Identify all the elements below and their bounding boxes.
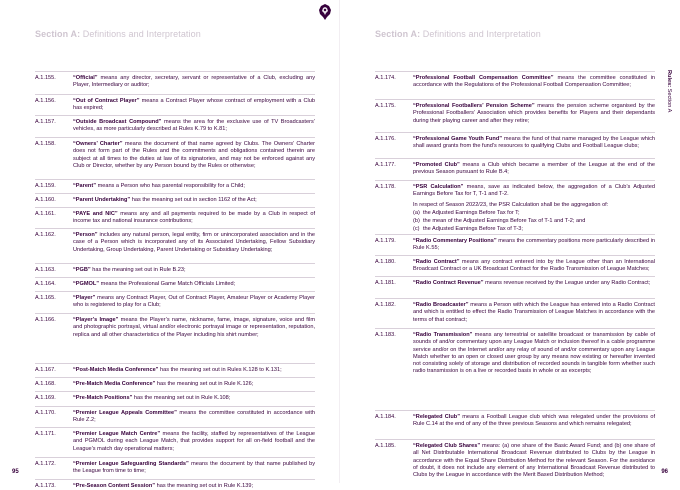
definition-number: A.1.181. — [375, 280, 396, 286]
definition-text: means revenue received by the League under any Radio Contract; — [483, 280, 651, 286]
definition-number: A.1.182. — [375, 302, 396, 308]
definition-body — [413, 414, 655, 429]
definition-term: “Radio Commentary Positions” — [413, 238, 497, 244]
definition-number: A.1.160. — [35, 197, 56, 203]
definition-text: means the committee constituted in accordance with Rule Z.2; — [73, 410, 315, 424]
definition-text: means: (a) one share of the Basic Award Fund; and (b) one share of all Net Distributable International Broadcast Revenue distributed to Clubs by the League in accordance with the Equal Share Distribution Method for the relevant Season. For the avoidance of doubt, it does not include any element of any International Broadcast Revenue distributed to Clubs by the League in accordance with the Merit Based Distribution Method; — [413, 443, 655, 479]
right-section-title — [375, 29, 541, 39]
right-page-number: 96 — [661, 469, 668, 475]
definition-text: means the Player’s name, nickname, fame, image, signature, voice and film and photographic portrayal, virtual and/or electronic portrayal image or representation, reputation, replica and all other characteristics of the Player including his shirt number; — [73, 317, 315, 338]
definition-number: A.1.161. — [35, 211, 56, 217]
definition-body — [413, 302, 655, 324]
definition-text: means a Person with which the League has entered into a Radio Contract and which is entitled to effect the Radio Transmission of League Matches in accordance with the terms of that contract; — [413, 302, 655, 323]
definition-number: A.1.159. — [35, 183, 56, 189]
right-section-subtitle: Definitions and Interpretation — [420, 29, 541, 39]
definition-text: means the commentary positions more particularly described in Rule K.55; — [413, 238, 656, 252]
definition-text: has the meaning set out in Rule B.23; — [90, 267, 186, 273]
definition-row — [35, 228, 315, 253]
definition-text: means the document by that name published by the League from time to time; — [73, 461, 315, 475]
definition-number: A.1.171. — [35, 431, 56, 437]
definition-row — [375, 328, 655, 375]
definition-number: A.1.162. — [35, 232, 56, 238]
side-tab-label — [666, 70, 672, 112]
definition-row — [35, 137, 315, 169]
definition-body — [73, 98, 315, 113]
definition-text: means the document of that name agreed by Clubs. The Owners’ Charter does not form part of the Rules and the commitments and obligations contained therein are subject at all times to the duties at law of its signatories, and may not be enforced against any Club or Director, whether by any Person bound by the Rules or otherwise; — [73, 141, 315, 169]
definition-row — [35, 277, 315, 287]
definition-term: “Parent Undertaking” — [73, 197, 131, 203]
definition-row — [375, 180, 655, 233]
definition-body — [73, 183, 315, 190]
definition-row — [35, 406, 315, 424]
definition-number: A.1.157. — [35, 119, 56, 125]
definition-body — [73, 141, 315, 170]
definition-row — [35, 207, 315, 225]
definition-term: “Professional Footballers’ Pension Scheme” — [413, 103, 535, 109]
definition-body — [413, 184, 655, 234]
definition-term: “Promoted Club” — [413, 162, 460, 168]
definition-term: “Official” — [73, 75, 98, 81]
definition-term: “Player” — [73, 295, 96, 301]
definition-term: “PGMOL” — [73, 281, 100, 287]
definition-row — [35, 193, 315, 203]
definition-text: means, save as indicated below, the aggregation of a Club’s Adjusted Earnings Before Tax for T, T-1 and T-2. — [413, 184, 655, 198]
definition-row — [35, 377, 315, 387]
definition-row — [35, 179, 315, 189]
definition-text: means the committee constituted in accordance with the Regulations of the Professional Football Compensation Committee; — [413, 75, 655, 89]
definition-term: “Owners’ Charter” — [73, 141, 123, 147]
definition-term: “Premier League Appeals Committee” — [73, 410, 177, 416]
definition-term: “Pre-Season Content Session” — [73, 483, 156, 489]
definition-body — [413, 75, 655, 90]
definition-row — [35, 391, 315, 401]
definition-number: A.1.163. — [35, 267, 56, 273]
definition-term: “Premier League Safeguarding Standards” — [73, 461, 189, 467]
definition-text: means any contract entered into by the League other than an International Broadcast Contract or a UK Broadcast Contract for the Radio Transmission of League Matches; — [413, 259, 655, 273]
definition-text: means the fund of that name managed by the League which shall award grants from the fund’s resources to qualifying Clubs and Football League clubs; — [413, 136, 656, 150]
definition-row — [35, 291, 315, 309]
definition-text: means the facility, staffed by representatives of the League and PGMOL during each League Match, that provides support for all on-field football and the League’s match day operational matters; — [73, 431, 315, 452]
definition-term: “Premier League Match Centre” — [73, 431, 161, 437]
definition-term: “Relegated Club Shares” — [413, 443, 481, 449]
definition-number: A.1.172. — [35, 461, 56, 467]
premier-league-lion-logo-icon — [316, 3, 334, 21]
definition-row — [35, 479, 315, 489]
definition-number: A.1.179. — [375, 238, 396, 244]
sub-item-text: the Adjusted Earnings Before Tax of T-3; — [423, 226, 523, 233]
definition-text: has the meaning set out in Rule K.126; — [155, 381, 254, 387]
left-section-label: Section A: — [35, 29, 81, 39]
definition-body — [73, 367, 315, 374]
definition-body — [73, 197, 315, 204]
definition-term: “Relegated Club” — [413, 414, 460, 420]
definition-number: A.1.184. — [375, 414, 396, 420]
definition-text: means any and all payments required to be made by a Club in respect of income tax and national insurance contributions; — [73, 211, 315, 225]
definition-term: “Professional Football Compensation Committee” — [413, 75, 554, 81]
definition-body — [413, 103, 655, 125]
definition-row — [35, 71, 315, 89]
definition-number: A.1.165. — [35, 295, 56, 301]
definition-term: “Person” — [73, 232, 98, 238]
definition-row — [375, 132, 656, 150]
definition-body — [413, 332, 655, 376]
definition-body — [73, 295, 315, 310]
definition-text: means any director, secretary, servant or representative of a Club, excluding any Player, Intermediary or auditor; — [73, 75, 315, 89]
side-tab-rules-section[interactable] — [662, 70, 674, 150]
left-section-subtitle: Definitions and Interpretation — [80, 29, 201, 39]
definition-term: “Radio Contract Revenue” — [413, 280, 484, 286]
definition-number: A.1.174. — [375, 75, 396, 81]
definition-number: A.1.155. — [35, 75, 56, 81]
definition-body — [413, 136, 655, 151]
definition-body — [413, 238, 655, 253]
right-page — [340, 0, 680, 483]
definition-body — [73, 317, 315, 339]
definition-text: has the meaning set out in Rule K.139; — [155, 483, 254, 489]
definition-row — [375, 71, 655, 89]
definition-text: has the meaning set out in Rule K.108; — [132, 395, 231, 401]
definition-term: “Outside Broadcast Compound” — [73, 119, 162, 125]
definition-row — [35, 363, 315, 373]
definition-number: A.1.156. — [35, 98, 56, 104]
definition-row — [375, 158, 655, 176]
definition-text: means a Club which became a member of the League at the end of the previous Season pursuant to Rule B.4; — [413, 162, 655, 176]
definition-body — [73, 381, 315, 388]
definition-number: A.1.178. — [375, 184, 396, 190]
definition-term: “PSR Calculation” — [413, 184, 464, 190]
definition-number: A.1.177. — [375, 162, 396, 168]
definition-body — [73, 431, 315, 453]
side-tab-rest: Section A — [666, 87, 672, 113]
definition-text: has the meaning set out in section 1162 of the Act; — [130, 197, 257, 203]
definition-row — [375, 298, 655, 323]
definition-row — [375, 439, 655, 479]
definition-term: “Post-Match Media Conference” — [73, 367, 159, 373]
definition-row — [35, 457, 315, 475]
definition-extra-text: In respect of Season 2022/23, the PSR Calculation shall be the aggregation of: — [413, 201, 609, 208]
definition-body — [73, 211, 315, 226]
definition-number: A.1.183. — [375, 332, 396, 338]
definition-body — [73, 410, 315, 425]
definition-term: “Player’s Image” — [73, 317, 119, 323]
definition-term: “Radio Broadcaster” — [413, 302, 469, 308]
definition-row — [35, 94, 315, 112]
definition-number: A.1.158. — [35, 141, 56, 147]
definition-text: means any terrestrial or satellite broadcast or transmission by cable of sounds of and/or commentary upon any League Match or inclusion thereof in a cable programme service and/or on the Internet and/or any relay of sound of and/or commentary upon any League Match whether to an open or closed user group by any means now existing or hereafter invented not consisting solely of storage and distribution of recorded sounds in tangible form whether such radio transmission is on a live or recorded basis in whole or as excerpts; — [413, 332, 655, 375]
right-section-label: Section A: — [375, 29, 421, 39]
left-page-number: 95 — [12, 469, 19, 475]
definition-term: “PAYE and NIC” — [73, 211, 118, 217]
definition-row — [35, 313, 315, 338]
definition-term: “Pre-Match Positions” — [73, 395, 133, 401]
definition-term: “Radio Transmission” — [413, 332, 473, 338]
definition-term: “Out of Contract Player” — [73, 98, 140, 104]
definition-number: A.1.176. — [375, 136, 396, 142]
sub-item-text: the Adjusted Earnings Before Tax for T; — [423, 209, 520, 216]
definition-sub-item — [413, 210, 655, 217]
definition-term: “Professional Game Youth Fund” — [413, 136, 503, 142]
definition-term: “Parent” — [73, 183, 97, 189]
definition-row — [35, 115, 315, 133]
definition-row — [375, 276, 655, 286]
definition-body — [413, 443, 655, 479]
definition-text: has the meaning set out in Rules K.128 to K.131; — [158, 367, 282, 373]
definition-text: means any Contract Player, Out of Contract Player, Amateur Player or Academy Player who is registered to play for a Club; — [73, 295, 315, 309]
definition-body — [413, 162, 655, 177]
definition-row — [375, 410, 656, 428]
definition-body — [73, 232, 315, 254]
left-section-title — [35, 29, 201, 39]
definition-text: means a Person who has parental responsibility for a Child; — [96, 183, 245, 189]
sub-item-label: (b) — [413, 218, 420, 225]
definition-row — [375, 99, 655, 124]
definition-sub-item — [413, 218, 655, 225]
definition-term: “Pre-Match Media Conference” — [73, 381, 156, 387]
sub-item-label: (a) — [413, 209, 420, 216]
side-tab-bold: Rules: — [666, 70, 672, 88]
definition-body — [73, 281, 315, 288]
definition-text: means the pension scheme organised by the Professional Footballers’ Association which provides benefits for Players and their dependants during their playing career and after they retire; — [413, 103, 655, 124]
definition-body — [73, 461, 315, 476]
definition-row — [375, 255, 655, 273]
definition-text: means the area for the exclusive use of TV Broadcasters’ vehicles, as more particularly described at Rules K.79 to K.81; — [73, 119, 315, 133]
definition-body — [73, 395, 315, 402]
definition-sub-item — [413, 226, 655, 233]
definition-row — [35, 263, 315, 273]
definition-number: A.1.185. — [375, 443, 396, 449]
definition-number: A.1.166. — [35, 317, 56, 323]
definition-number: A.1.164. — [35, 281, 56, 287]
definition-number: A.1.173. — [35, 483, 56, 489]
definition-number: A.1.168. — [35, 381, 56, 387]
definition-body — [73, 75, 315, 90]
definition-body — [73, 483, 315, 490]
definition-term: “Radio Contract” — [413, 259, 460, 265]
definition-row — [35, 427, 315, 452]
definition-number: A.1.169. — [35, 395, 56, 401]
left-page — [0, 0, 340, 489]
definition-body — [413, 259, 655, 274]
definition-term: “PGB” — [73, 267, 91, 273]
sub-item-label: (c) — [413, 226, 420, 233]
definition-number: A.1.170. — [35, 410, 56, 416]
definition-number: A.1.180. — [375, 259, 396, 265]
definition-text: means a Contract Player whose contract of employment with a Club has expired; — [73, 98, 315, 112]
definition-body — [73, 267, 315, 274]
definition-number: A.1.167. — [35, 367, 56, 373]
sub-item-text: the mean of the Adjusted Earnings Before Tax of T-1 and T-2; and — [423, 218, 586, 225]
definition-body — [413, 280, 655, 287]
definition-text: means the Professional Game Match Officials Limited; — [99, 281, 236, 287]
definition-body — [73, 119, 315, 134]
definition-number: A.1.175. — [375, 103, 396, 109]
definition-row — [375, 234, 656, 252]
definition-text: means a Football League club which was relegated under the provisions of Rule C.14 at the end of any of the three previous Seasons and which remains relegated; — [413, 414, 656, 428]
definition-text: includes any natural person, legal entity, firm or unincorporated association and in the case of a Person which is incorporated any of its Associated Undertaking, Fellow Subsidiary Undertaking, Group Undertaking, Parent Undertaking or Subsidiary Undertaking; — [73, 232, 315, 253]
